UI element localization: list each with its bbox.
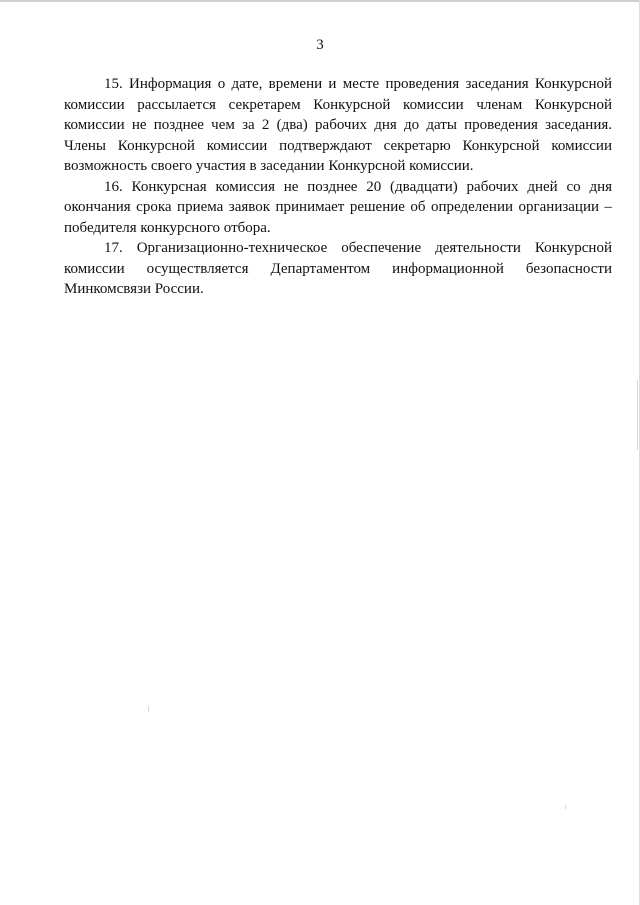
page-number: 3 <box>316 37 324 53</box>
paragraph-17: 17. Организационно-техническое обеспечение деятельности Конкурсной комиссии осуществляется Департаментом информационной безопасности Минкомсвязи России. <box>64 240 612 297</box>
scan-artifact <box>148 706 149 712</box>
scan-artifact <box>637 380 638 450</box>
document-body <box>64 74 612 300</box>
scan-artifact <box>565 805 566 809</box>
paragraph-15: 15. Информация о дате, времени и месте проведения заседания Конкурсной комиссии рассылается секретарем Конкурсной комиссии членам Конкурсной комиссии не позднее чем за 2 (два) рабочих дня до даты проведения заседания. Члены Конкурсной комиссии подтверждают секретарю Конкурсной комиссии возможность своего участия в заседании Конкурсной комиссии. <box>64 76 612 174</box>
page-top-edge <box>0 0 640 2</box>
paragraph-16: 16. Конкурсная комиссия не позднее 20 (двадцати) рабочих дней со дня окончания срока приема заявок принимает решение об определении организации – победителя конкурсного отбора. <box>64 178 612 236</box>
